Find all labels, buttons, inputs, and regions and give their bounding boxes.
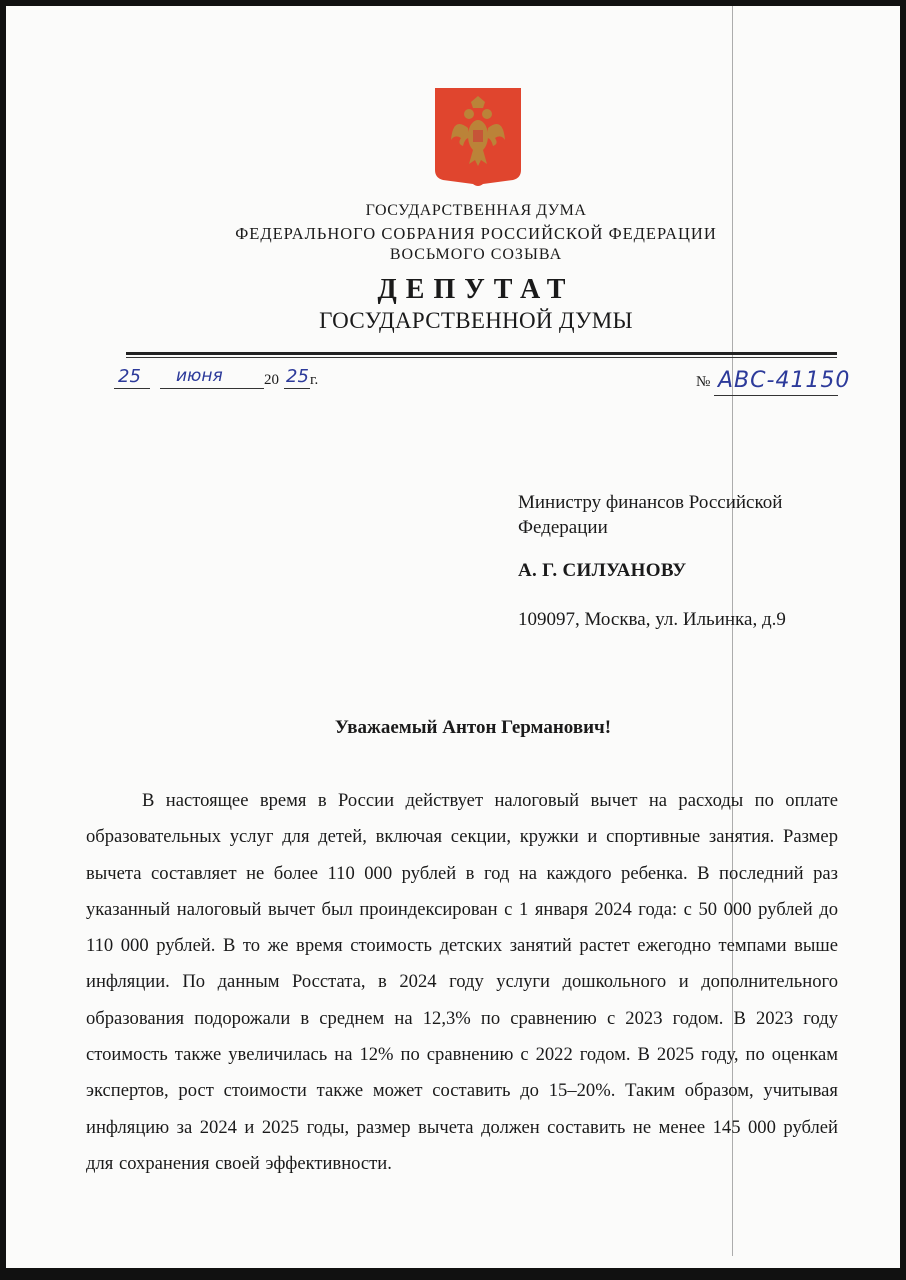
date-day-underline [114, 388, 150, 389]
number-sign: № [696, 374, 711, 390]
date-year-suffix: 25 [286, 366, 309, 387]
addressee-name: А. Г. СИЛУАНОВУ [518, 560, 687, 581]
date-year-unit: г. [310, 372, 319, 388]
coat-of-arms-icon [435, 88, 521, 188]
header-rule-thick [126, 352, 837, 355]
salutation: Уважаемый Антон Германович! [334, 717, 612, 738]
date-year-underline [284, 388, 310, 389]
reference-number-value: АВС-41150 [718, 368, 851, 393]
reference-number-underline [714, 395, 838, 396]
addressee-title: Министру финансов Российской Федерации [518, 492, 783, 538]
letter-page [6, 6, 900, 1268]
header-line-3: ВОСЬМОГО СОЗЫВА [389, 246, 563, 263]
header-line-2: ФЕДЕРАЛЬНОГО СОБРАНИЯ РОССИЙСКОЙ ФЕДЕРАЦИИ [235, 224, 717, 243]
header-rule-thin [126, 357, 837, 358]
date-day: 25 [118, 366, 141, 387]
date-year-prefix: 20 [264, 372, 279, 388]
header-title: ДЕПУТАТ [377, 274, 575, 305]
header-line-1: ГОСУДАРСТВЕННАЯ ДУМА [365, 202, 587, 219]
reference-number [696, 368, 851, 398]
header-subtitle: ГОСУДАРСТВЕННОЙ ДУМЫ [319, 308, 633, 333]
date-month: июня [176, 366, 223, 386]
date-month-underline [160, 388, 264, 389]
addressee-address: 109097, Москва, ул. Ильинка, д.9 [518, 609, 786, 630]
body-paragraph: В настоящее время в России действует налоговый вычет на расходы по оплате образовательных услуг для детей, включая секции, кружки и спортивные занятия. Размер вычета составляет не более 110 000 рублей в год на каждого ребенка. В последний раз указанный налоговый вычет был проиндексирован с 1 января 2024 года: с 50 000 рублей до 110 000 рублей. В то же время стоимость детских занятий растет ежегодно темпами выше инфляции. По данным Росстата, в 2024 году услуги дошкольного и дополнительного образования подорожали в среднем на 12,3% по сравнению с 2023 годом. В 2023 году стоимость также увеличилась на 12% по сравнению с 2022 годом. В 2025 году, по оценкам экспертов, рост стоимости также может составить до 15–20%. Таким образом, учитывая инфляцию за 2024 и 2025 годы, размер вычета должен составить не менее 145 000 рублей для сохранения своей эффективности. [86, 790, 838, 1174]
